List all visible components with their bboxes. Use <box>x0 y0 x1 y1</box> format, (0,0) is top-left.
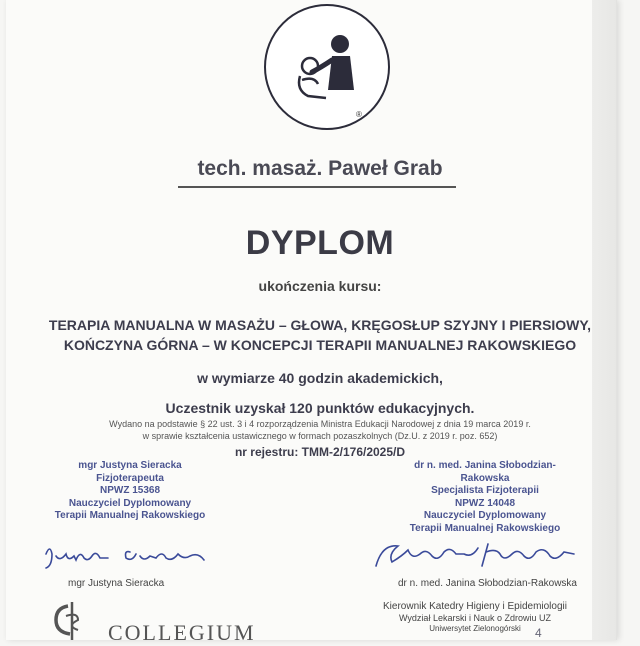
stamp-right <box>390 460 580 535</box>
stamp-left <box>40 460 220 523</box>
page-number: 4 <box>535 626 542 640</box>
signature-left <box>40 540 220 572</box>
diploma-subtitle: ukończenia kursu: <box>258 278 382 294</box>
stamp-right-line: dr n. med. Janina Słobodzian-Rakowska <box>414 460 556 484</box>
collegium-emblem-icon <box>38 598 102 640</box>
stamp-left-line: NPWZ 15368 <box>99 485 161 496</box>
diploma-title: DYPLOM <box>245 224 395 262</box>
registry-number: nr rejestru: TMM-2/176/2025/D <box>234 445 406 459</box>
printed-name-right: dr n. med. Janina Słobodzian-Rakowska <box>398 578 577 589</box>
department-head-info <box>355 601 595 634</box>
stamp-right-line: Nauczyciel Dyplomowany <box>423 510 547 521</box>
legal-line-2: w sprawie kształcenia ustawicznego w formach pozaszkolnych (Dz.U. z 2019 r. poz. 652) <box>142 431 498 441</box>
stamp-right-line: Terapii Manualnej Rakowskiego <box>409 522 561 534</box>
collegium-label: COLLEGIUM <box>108 620 256 645</box>
department-line-2: Wydział Lekarski i Nauk o Zdrowiu UZ <box>399 613 551 623</box>
registered-mark: ® <box>356 110 362 119</box>
organizer-name: tech. masaż. Paweł Grab <box>197 157 443 180</box>
stamp-right-line: NPWZ 14048 <box>454 497 516 509</box>
course-line-1: TERAPIA MANUALNA W MASAŻU – GŁOWA, KRĘGOSŁUP SZYJNY I PIERSIOWY, <box>48 317 592 333</box>
department-line-3: Uniwersytet Zielonogórski <box>429 624 521 633</box>
course-line-2: KOŃCZYNA GÓRNA – W KONCEPCJI TERAPII MANUALNEJ RAKOWSKIEGO <box>63 337 577 353</box>
signature-right <box>368 536 588 576</box>
legal-line-1: Wydano na podstawie § 22 ust. 3 i 4 rozporządzenia Ministra Edukacji Narodowej z dnia 19 marca 2019 r. <box>109 419 531 429</box>
stamp-left-line: Fizjoterapeuta <box>96 472 164 484</box>
course-name <box>0 315 640 355</box>
stamp-left-line: mgr Justyna Sieracka <box>78 460 182 471</box>
printed-name-left: mgr Justyna Sieracka <box>68 578 165 589</box>
legal-basis <box>0 418 640 442</box>
organizer-underline <box>178 186 456 188</box>
stamp-left-line: Terapii Manualnej Rakowskiego <box>54 510 206 521</box>
education-points: Uczestnik uzyskał 120 punktów edukacyjnych. <box>165 400 475 416</box>
department-line-1: Kierownik Katedry Higieny i Epidemiologii <box>383 601 567 612</box>
massage-therapist-logo-icon <box>264 4 390 130</box>
stamp-left-line: Nauczyciel Dyplomowany <box>68 497 192 509</box>
course-hours: w wymiarze 40 godzin akademickich, <box>197 370 443 386</box>
stamp-right-line: Specjalista Fizjoterapii <box>431 485 539 496</box>
